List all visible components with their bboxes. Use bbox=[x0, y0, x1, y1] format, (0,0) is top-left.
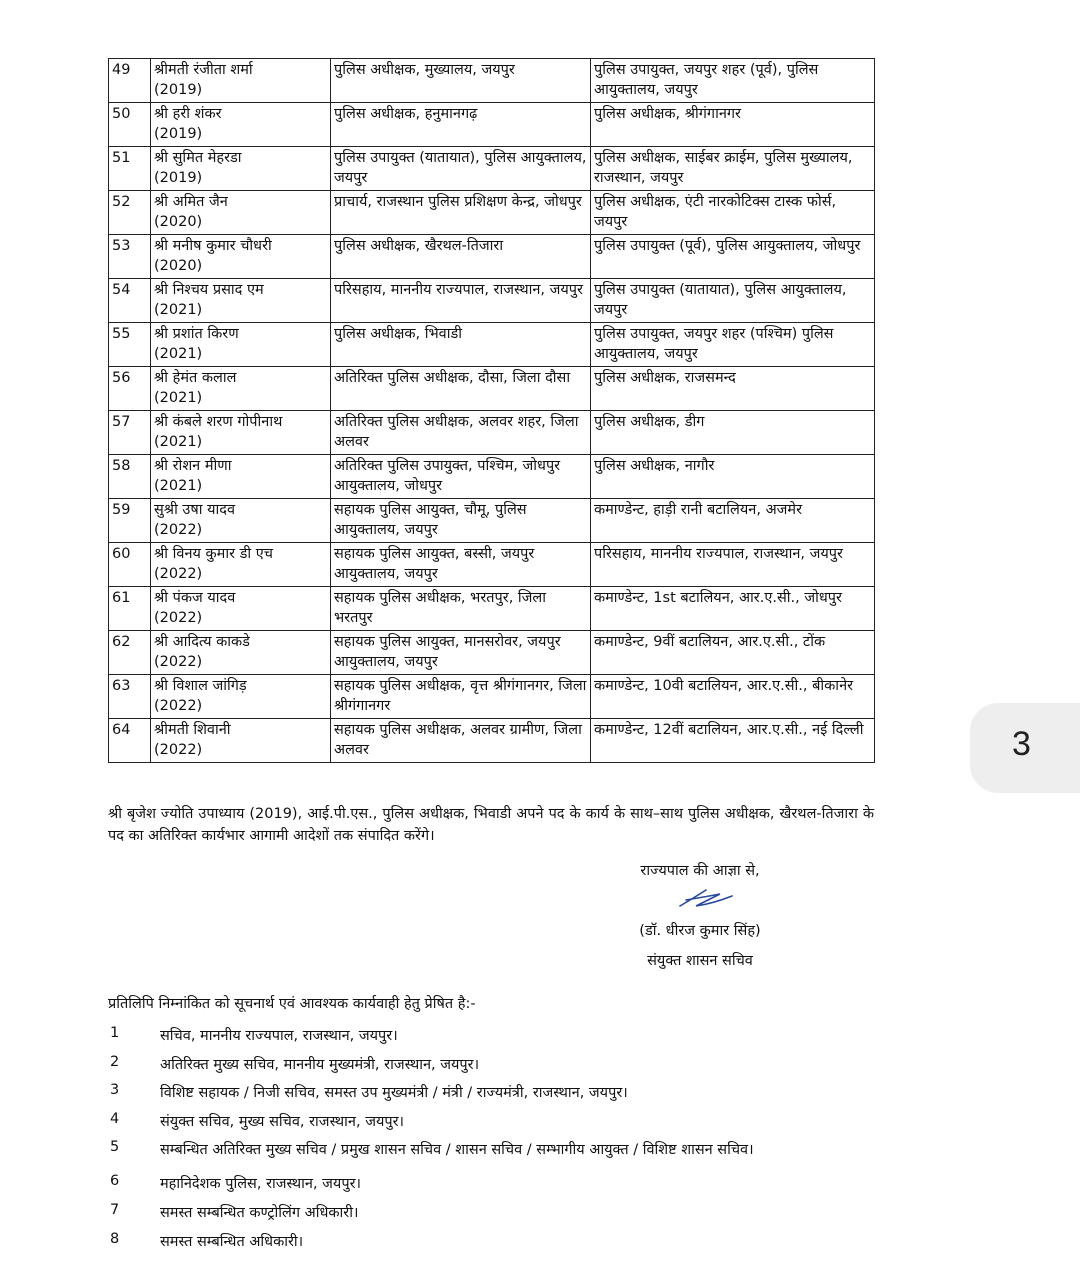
table-row bbox=[109, 367, 875, 411]
officer-name: श्री रोशन मीणा bbox=[154, 458, 232, 474]
serial-number-cell: 63 bbox=[109, 675, 151, 719]
table-row bbox=[109, 631, 875, 675]
table-row bbox=[109, 103, 875, 147]
new-posting-cell: पुलिस उपायुक्त (यातायात), पुलिस आयुक्तालय, जयपुर bbox=[591, 279, 875, 323]
officer-batch-year: (2021) bbox=[154, 478, 203, 494]
transfer-table bbox=[108, 58, 875, 763]
signatory-name: (डॉ. धीरज कुमार सिंह) bbox=[639, 923, 761, 939]
current-posting-cell: अतिरिक्त पुलिस अधीक्षक, दौसा, जिला दौसा bbox=[331, 367, 591, 411]
copy-item-number: 6 bbox=[110, 1173, 120, 1189]
transfer-table-body bbox=[109, 59, 875, 763]
officer-name: श्री अमित जैन bbox=[154, 194, 228, 210]
current-posting-cell: परिसहाय, माननीय राज्यपाल, राजस्थान, जयपुर bbox=[331, 279, 591, 323]
officer-name: श्री हेमंत कलाल bbox=[154, 370, 237, 386]
officer-batch-year: (2022) bbox=[154, 522, 203, 538]
signatory-designation: संयुक्त शासन सचिव bbox=[647, 953, 753, 969]
table-row bbox=[109, 191, 875, 235]
officer-cell bbox=[151, 675, 331, 719]
new-posting-cell: पुलिस अधीक्षक, श्रीगंगानगर bbox=[591, 103, 875, 147]
copy-item-number: 2 bbox=[110, 1054, 120, 1070]
officer-batch-year: (2019) bbox=[154, 170, 203, 186]
officer-cell bbox=[151, 411, 331, 455]
serial-number-cell: 50 bbox=[109, 103, 151, 147]
copy-item-text: अतिरिक्त मुख्य सचिव, माननीय मुख्यमंत्री, राजस्थान, जयपुर। bbox=[160, 1057, 480, 1073]
officer-name: श्रीमती शिवानी bbox=[154, 722, 231, 738]
new-posting-cell: पुलिस अधीक्षक, नागौर bbox=[591, 455, 875, 499]
current-posting-cell: अतिरिक्त पुलिस उपायुक्त, पश्चिम, जोधपुर आयुक्तालय, जोधपुर bbox=[331, 455, 591, 499]
serial-number-cell: 64 bbox=[109, 719, 151, 763]
officer-name: श्री कंबले शरण गोपीनाथ bbox=[154, 414, 283, 430]
current-posting-cell: पुलिस अधीक्षक, भिवाडी bbox=[331, 323, 591, 367]
serial-number-cell: 58 bbox=[109, 455, 151, 499]
copy-item-number: 7 bbox=[110, 1202, 120, 1218]
serial-number-cell: 52 bbox=[109, 191, 151, 235]
officer-batch-year: (2019) bbox=[154, 126, 203, 142]
officer-cell bbox=[151, 279, 331, 323]
officer-batch-year: (2022) bbox=[154, 566, 203, 582]
copy-item-text: विशिष्ट सहायक / निजी सचिव, समस्त उप मुख्यमंत्री / मंत्री / राज्यमंत्री, राजस्थान, जयपुर। bbox=[160, 1085, 628, 1101]
copy-item-number: 8 bbox=[110, 1231, 120, 1247]
officer-cell bbox=[151, 103, 331, 147]
officer-cell bbox=[151, 543, 331, 587]
table-row bbox=[109, 147, 875, 191]
serial-number-cell: 54 bbox=[109, 279, 151, 323]
new-posting-cell: पुलिस अधीक्षक, राजसमन्द bbox=[591, 367, 875, 411]
current-posting-cell: सहायक पुलिस अधीक्षक, भरतपुर, जिला भरतपुर bbox=[331, 587, 591, 631]
officer-cell bbox=[151, 323, 331, 367]
officer-batch-year: (2019) bbox=[154, 82, 203, 98]
copy-item-text: संयुक्त सचिव, मुख्य सचिव, राजस्थान, जयपुर। bbox=[160, 1114, 405, 1130]
new-posting-cell: पुलिस अधीक्षक, एंटी नारकोटिक्स टास्क फोर्स, जयपुर bbox=[591, 191, 875, 235]
serial-number-cell: 56 bbox=[109, 367, 151, 411]
serial-number-cell: 49 bbox=[109, 59, 151, 103]
table-row bbox=[109, 411, 875, 455]
officer-cell bbox=[151, 191, 331, 235]
current-posting-cell: सहायक पुलिस आयुक्त, चौमू, पुलिस आयुक्तालय, जयपुर bbox=[331, 499, 591, 543]
table-row bbox=[109, 235, 875, 279]
officer-batch-year: (2021) bbox=[154, 390, 203, 406]
current-posting-cell: सहायक पुलिस अधीक्षक, अलवर ग्रामीण, जिला अलवर bbox=[331, 719, 591, 763]
new-posting-cell: पुलिस अधीक्षक, साईबर क्राईम, पुलिस मुख्यालय, राजस्थान, जयपुर bbox=[591, 147, 875, 191]
table-row bbox=[109, 675, 875, 719]
copy-item-number: 4 bbox=[110, 1111, 120, 1127]
order-authority-line: राज्यपाल की आज्ञा से, bbox=[640, 863, 760, 879]
additional-charge-note: श्री बृजेश ज्योति उपाध्याय (2019), आई.पी.एस., पुलिस अधीक्षक, भिवाडी अपने पद के कार्य के साथ–साथ पुलिस अधीक्षक, खैरथल-तिजारा के पद का अतिरिक्त कार्यभार आगामी आदेशों तक संपादित करेंगे। bbox=[108, 806, 874, 844]
table-row bbox=[109, 587, 875, 631]
copy-item-text: महानिदेशक पुलिस, राजस्थान, जयपुर। bbox=[160, 1176, 361, 1192]
new-posting-cell: पुलिस अधीक्षक, डीग bbox=[591, 411, 875, 455]
copy-forward-intro: प्रतिलिपि निम्नांकित को सूचनार्थ एवं आवश्यक कार्यवाही हेतु प्रेषित है:- bbox=[108, 996, 476, 1012]
copy-item-number: 1 bbox=[110, 1025, 120, 1041]
new-posting-cell: पुलिस उपायुक्त, जयपुर शहर (पूर्व), पुलिस आयुक्तालय, जयपुर bbox=[591, 59, 875, 103]
table-row bbox=[109, 279, 875, 323]
copy-item-text: सम्बन्धित अतिरिक्त मुख्य सचिव / प्रमुख शासन सचिव / शासन सचिव / सम्भागीय आयुक्त / विशिष्ट शासन सचिव। bbox=[160, 1142, 754, 1158]
new-posting-cell: कमाण्डेन्ट, 10वी बटालियन, आर.ए.सी., बीकानेर bbox=[591, 675, 875, 719]
officer-batch-year: (2021) bbox=[154, 346, 203, 362]
new-posting-cell: पुलिस उपायुक्त, जयपुर शहर (पश्चिम) पुलिस आयुक्तालय, जयपुर bbox=[591, 323, 875, 367]
officer-batch-year: (2020) bbox=[154, 258, 203, 274]
current-posting-cell: अतिरिक्त पुलिस अधीक्षक, अलवर शहर, जिला अलवर bbox=[331, 411, 591, 455]
officer-cell bbox=[151, 587, 331, 631]
officer-batch-year: (2021) bbox=[154, 302, 203, 318]
officer-cell bbox=[151, 631, 331, 675]
officer-batch-year: (2022) bbox=[154, 742, 203, 758]
officer-cell bbox=[151, 499, 331, 543]
officer-cell bbox=[151, 59, 331, 103]
officer-name: श्रीमती रंजीता शर्मा bbox=[154, 62, 253, 78]
officer-name: श्री आदित्य काकडे bbox=[154, 634, 250, 650]
current-posting-cell: पुलिस अधीक्षक, खैरथल-तिजारा bbox=[331, 235, 591, 279]
serial-number-cell: 61 bbox=[109, 587, 151, 631]
officer-cell bbox=[151, 147, 331, 191]
copy-item-text: समस्त सम्बन्धित कण्ट्रोलिंग अधिकारी। bbox=[160, 1205, 359, 1221]
new-posting-cell: कमाण्डेन्ट, 12वीं बटालियन, आर.ए.सी., नई दिल्ली bbox=[591, 719, 875, 763]
officer-batch-year: (2022) bbox=[154, 610, 203, 626]
serial-number-cell: 51 bbox=[109, 147, 151, 191]
serial-number-cell: 60 bbox=[109, 543, 151, 587]
serial-number-cell: 62 bbox=[109, 631, 151, 675]
officer-cell bbox=[151, 367, 331, 411]
officer-name: श्री प्रशांत किरण bbox=[154, 326, 239, 342]
officer-batch-year: (2022) bbox=[154, 654, 203, 670]
current-posting-cell: पुलिस अधीक्षक, मुख्यालय, जयपुर bbox=[331, 59, 591, 103]
new-posting-cell: परिसहाय, माननीय राज्यपाल, राजस्थान, जयपुर bbox=[591, 543, 875, 587]
officer-name: श्री विनय कुमार डी एच bbox=[154, 546, 273, 562]
copy-item-number: 3 bbox=[110, 1082, 120, 1098]
table-row bbox=[109, 59, 875, 103]
officer-cell bbox=[151, 719, 331, 763]
current-posting-cell: पुलिस उपायुक्त (यातायात), पुलिस आयुक्तालय, जयपुर bbox=[331, 147, 591, 191]
serial-number-cell: 55 bbox=[109, 323, 151, 367]
new-posting-cell: कमाण्डेन्ट, हाड़ी रानी बटालियन, अजमेर bbox=[591, 499, 875, 543]
officer-name: श्री विशाल जांगिड़ bbox=[154, 678, 247, 694]
table-row bbox=[109, 499, 875, 543]
officer-cell bbox=[151, 235, 331, 279]
new-posting-cell: पुलिस उपायुक्त (पूर्व), पुलिस आयुक्तालय, जोधपुर bbox=[591, 235, 875, 279]
new-posting-cell: कमाण्डेन्ट, 1st बटालियन, आर.ए.सी., जोधपुर bbox=[591, 587, 875, 631]
officer-name: श्री पंकज यादव bbox=[154, 590, 236, 606]
table-row bbox=[109, 719, 875, 763]
page-number-badge bbox=[970, 703, 1080, 793]
serial-number-cell: 57 bbox=[109, 411, 151, 455]
table-row bbox=[109, 543, 875, 587]
officer-batch-year: (2020) bbox=[154, 214, 203, 230]
officer-name: श्री मनीष कुमार चौधरी bbox=[154, 238, 272, 254]
officer-batch-year: (2021) bbox=[154, 434, 203, 450]
officer-name: श्री निश्चय प्रसाद एम bbox=[154, 282, 264, 298]
copy-item-text: सचिव, माननीय राज्यपाल, राजस्थान, जयपुर। bbox=[160, 1028, 398, 1044]
current-posting-cell: सहायक पुलिस अधीक्षक, वृत्त श्रीगंगानगर, जिला श्रीगंगानगर bbox=[331, 675, 591, 719]
current-posting-cell: पुलिस अधीक्षक, हनुमानगढ़ bbox=[331, 103, 591, 147]
officer-name: श्री हरी शंकर bbox=[154, 106, 222, 122]
officer-batch-year: (2022) bbox=[154, 698, 203, 714]
serial-number-cell: 59 bbox=[109, 499, 151, 543]
current-posting-cell: सहायक पुलिस आयुक्त, मानसरोवर, जयपुर आयुक्तालय, जयपुर bbox=[331, 631, 591, 675]
officer-name: श्री सुमित मेहरडा bbox=[154, 150, 242, 166]
page-number: 3 bbox=[1012, 725, 1031, 763]
current-posting-cell: प्राचार्य, राजस्थान पुलिस प्रशिक्षण केन्द्र, जोधपुर bbox=[331, 191, 591, 235]
copy-item-number: 5 bbox=[110, 1139, 120, 1155]
new-posting-cell: कमाण्डेन्ट, 9वीं बटालियन, आर.ए.सी., टोंक bbox=[591, 631, 875, 675]
handwritten-signature bbox=[676, 882, 736, 912]
officer-name: सुश्री उषा यादव bbox=[154, 502, 236, 518]
officer-cell bbox=[151, 455, 331, 499]
copy-item-text: समस्त सम्बन्धित अधिकारी। bbox=[160, 1234, 304, 1250]
serial-number-cell: 53 bbox=[109, 235, 151, 279]
table-row bbox=[109, 455, 875, 499]
table-row bbox=[109, 323, 875, 367]
current-posting-cell: सहायक पुलिस आयुक्त, बस्सी, जयपुर आयुक्तालय, जयपुर bbox=[331, 543, 591, 587]
